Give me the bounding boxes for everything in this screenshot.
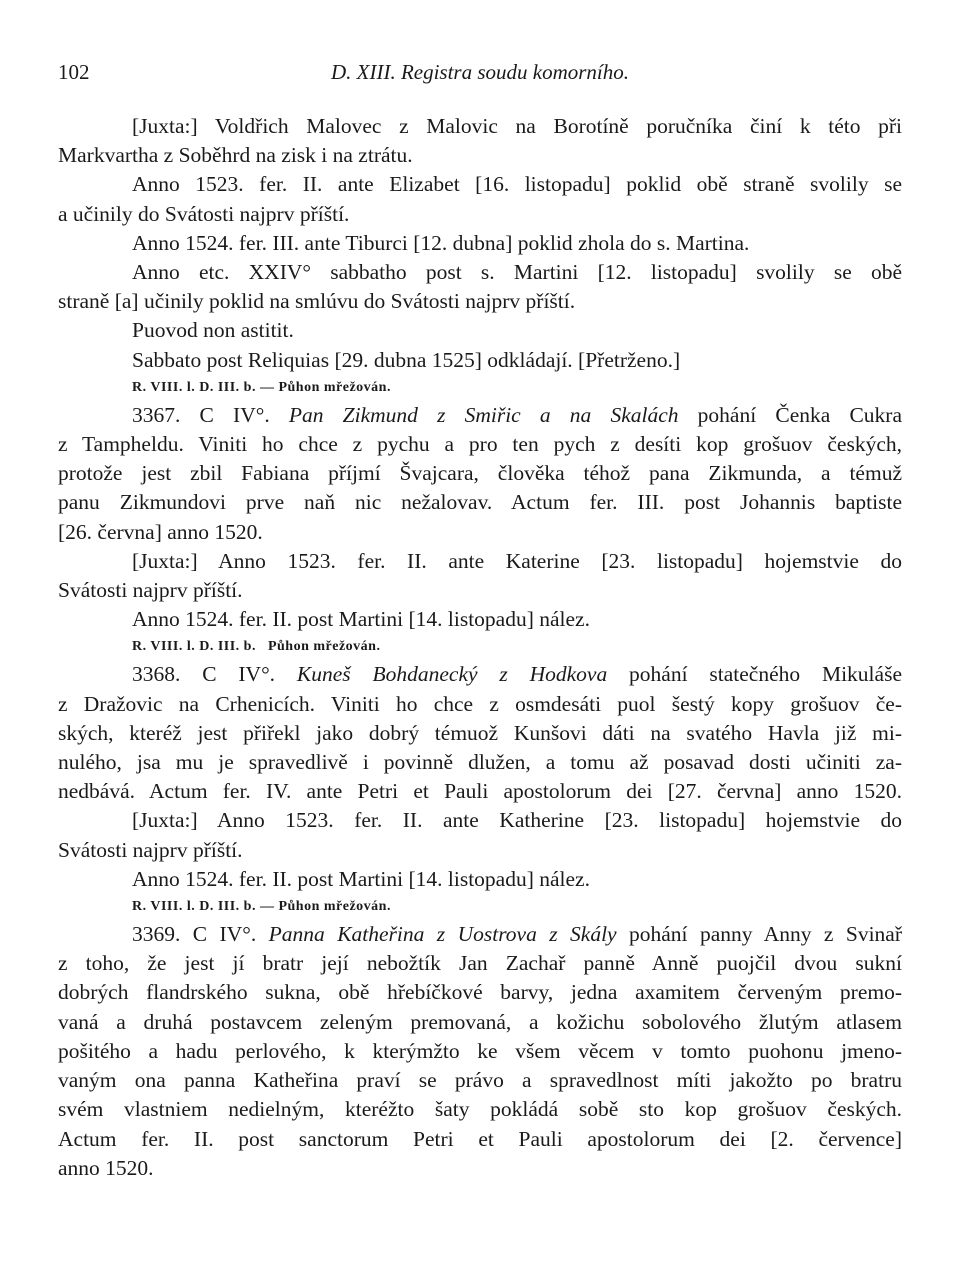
- text-line: Anno 1523. fer. II. ante Elizabet [16. listopadu] poklid obě straně svolily se: [132, 172, 902, 197]
- text-line: nedbává. Actum fer. IV. ante Petri et Pauli apostolorum dei [27. června] anno 1520.: [58, 779, 902, 804]
- text-line: ských, kteréž jest přiřekl jako dobrý témuož Kunšovi dáti na svatého Havla již mi-: [58, 720, 902, 745]
- text-line: Anno 1524. fer. II. post Martini [14. listopadu] nález.: [132, 866, 590, 891]
- text-line: svém vlastniem nedielným, kteréžto šaty pokládá sobě sto kop grošuov českých.: [58, 1097, 902, 1122]
- page-body: [58, 112, 902, 1183]
- text-line: Markvartha z Soběhrd na zisk i na ztrátu.: [58, 143, 413, 168]
- page-number: 102: [58, 60, 90, 84]
- text-fragment: pohání statečného Mikuláše: [607, 662, 902, 687]
- text-line: panu Zikmundovi prve naň nic nežalovav. Actum fer. III. post Johannis baptiste: [58, 490, 902, 515]
- entry-3367-heading: [58, 401, 902, 430]
- text-line: Svátosti najprv příští.: [58, 837, 243, 862]
- register-reference: R. VIII. l. D. III. b. — Půhon mřežován.: [132, 379, 391, 395]
- text-line: Actum fer. II. post sanctorum Petri et Pauli apostolorum dei [2. července]: [58, 1126, 902, 1151]
- text-line: [26. června] anno 1520.: [58, 519, 263, 544]
- entry-3368-heading: [58, 660, 902, 689]
- text-line: dobrých flandrského sukna, obě hřebíčkové barvy, jedna axamitem červeným premo-: [58, 980, 902, 1005]
- register-reference: R. VIII. l. D. III. b. — Půhon mřežován.: [132, 899, 391, 915]
- text-line: vaná a druhá postavcem zeleným premovaná, a kožichu sobolového žlutým atlasem: [58, 1009, 902, 1034]
- page-header: [58, 60, 902, 90]
- text-line: nulého, jsa mu je spravedlivě i povinně dlužen, a tomu až posavad dosti učiniti za-: [58, 750, 902, 775]
- entry-number: 3369. C IV°.: [132, 922, 269, 947]
- text-line: z Dražovic na Crhenicích. Viniti ho chce z osmdesáti puol šestý kopy grošuov če-: [58, 691, 902, 716]
- text-line: Puovod non astitit.: [132, 318, 294, 343]
- text-line: [Juxta:] Anno 1523. fer. II. ante Katerine [23. listopadu] hojemstvie do: [132, 548, 902, 573]
- text-line: z Tampheldu. Viniti ho chce z pychu a pro ten pych z desíti kop grošuov českých,: [58, 432, 902, 457]
- text-line: Anno 1524. fer. III. ante Tiburci [12. dubna] poklid zhola do s. Martina.: [132, 230, 750, 255]
- text-line: straně [a] učinily poklid na smlúvu do Svátosti najprv příští.: [58, 289, 576, 314]
- text-line: a učinily do Svátosti najprv příští.: [58, 201, 350, 226]
- running-title: D. XIII. Registra soudu komorního.: [330, 60, 630, 84]
- text-line: Anno 1524. fer. II. post Martini [14. listopadu] nález.: [132, 607, 590, 632]
- entry-3369-heading: [58, 920, 902, 949]
- text-line: pošitého a hadu perlového, k kterýmžto ke všem věcem v tomto puohonu jmeno-: [58, 1038, 902, 1063]
- text-line: [Juxta:] Voldřich Malovec z Malovic na Borotíně poručníka činí k této při: [132, 114, 902, 138]
- text-line: vaným ona panna Katheřina praví se právo a spravedlnost míti jakožto po bratru: [58, 1068, 902, 1093]
- text-line: Anno etc. XXIV° sabbatho post s. Martini [12. listopadu] svolily se obě: [132, 260, 902, 285]
- text-line: z toho, že jest jí bratr její nebožtík Jan Zachař panně Anně puojčil dvou sukní: [58, 951, 902, 976]
- register-reference: R. VIII. l. D. III. b. Půhon mřežován.: [132, 639, 381, 655]
- party-name: Kuneš Bohdanecký z Hodkova: [296, 662, 608, 687]
- text-fragment: pohání panny Anny z Svinař: [616, 922, 903, 947]
- text-line: protože jest zbil Fabiana příjmí Švajcara, člověka téhož pana Zikmunda, a témuž: [58, 461, 902, 486]
- text-line: Svátosti najprv příští.: [58, 578, 243, 603]
- text-fragment: pohání Čenka Cukra: [678, 402, 902, 427]
- text-line: Sabbato post Reliquias [29. dubna 1525] odkládají. [Přetrženo.]: [132, 347, 681, 372]
- party-name: Pan Zikmund z Smiřic a na Skalách: [288, 402, 679, 427]
- text-line: [Juxta:] Anno 1523. fer. II. ante Katherine [23. listopadu] hojemstvie do: [132, 808, 902, 833]
- party-name: Panna Katheřina z Uostrova z Skály: [268, 922, 617, 947]
- entry-number: 3368. C IV°.: [132, 662, 297, 687]
- text-line: anno 1520.: [58, 1155, 154, 1180]
- entry-number: 3367. C IV°.: [132, 402, 289, 427]
